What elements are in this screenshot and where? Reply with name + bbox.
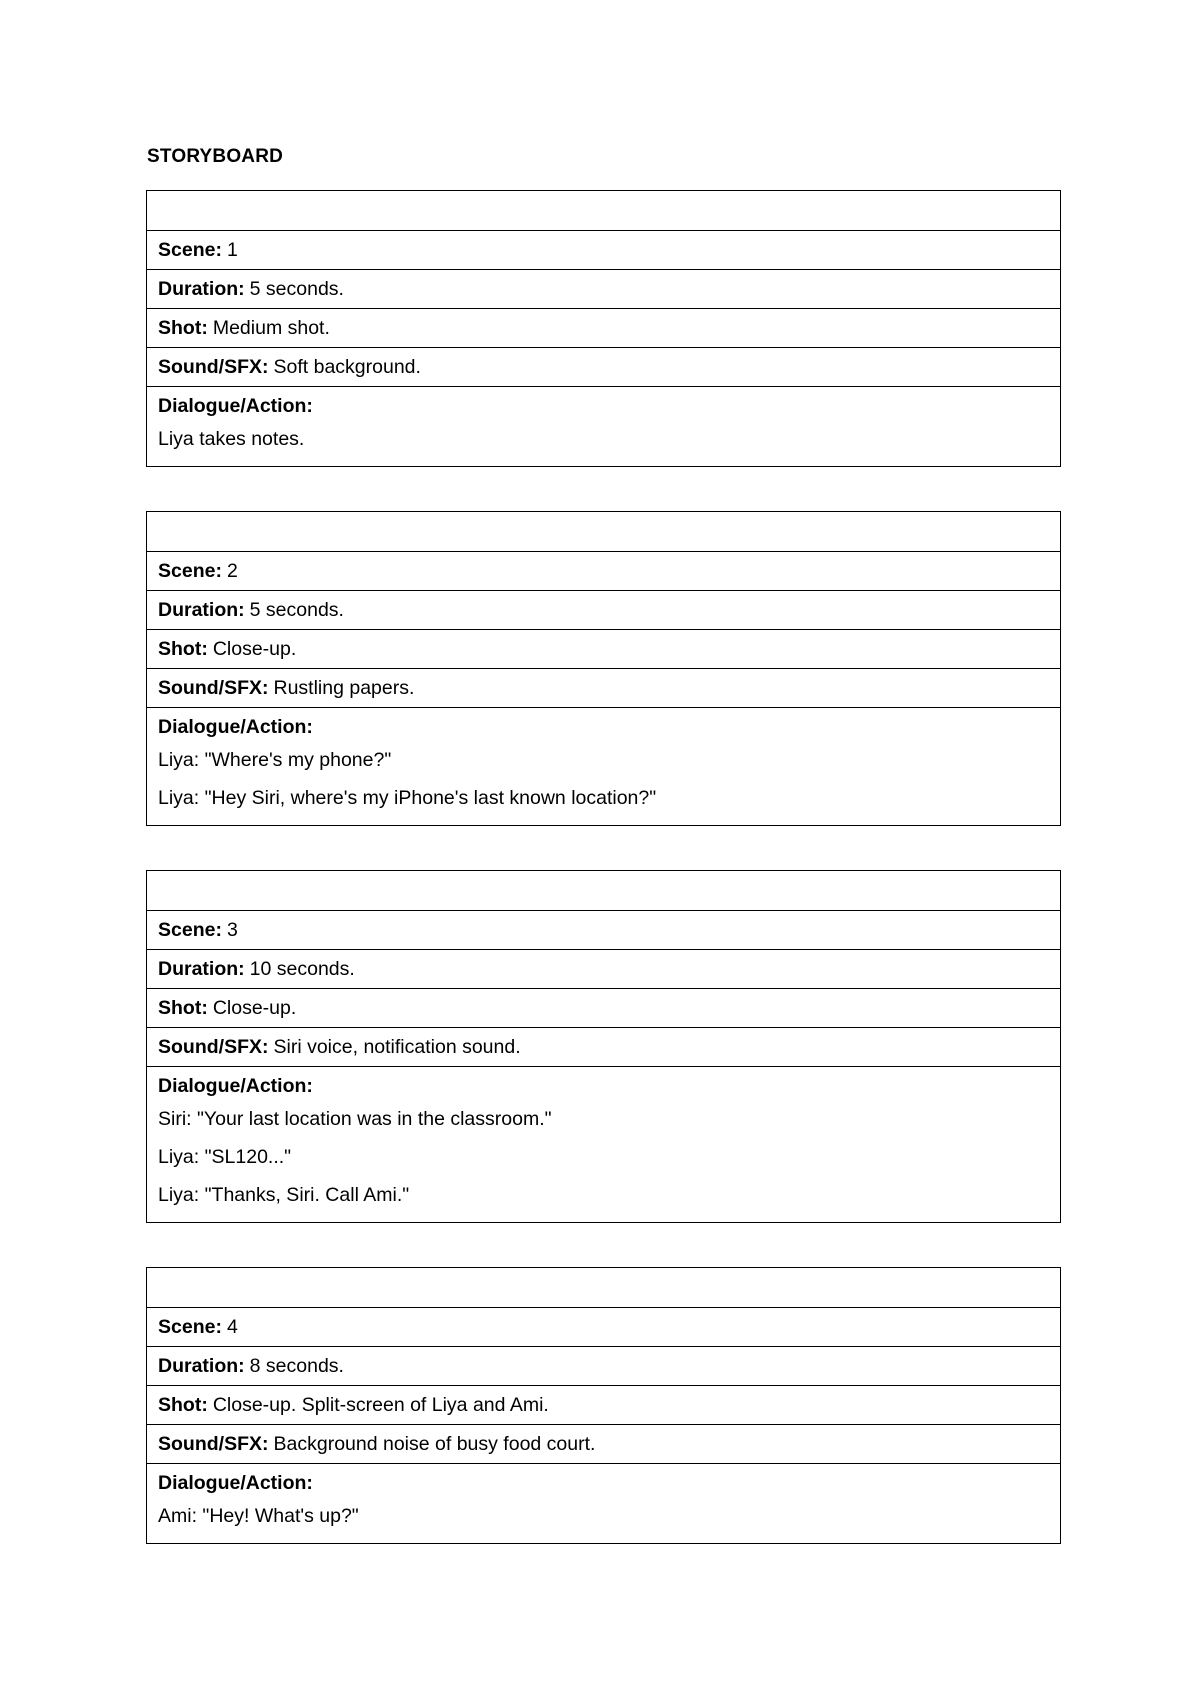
shot-label: Shot: <box>158 1393 208 1416</box>
sound-value: Background noise of busy food court. <box>273 1432 596 1455</box>
sound-label: Sound/SFX: <box>158 355 269 378</box>
scene-image-placeholder <box>147 871 1060 910</box>
dialogue-line: Siri: "Your last location was in the classroom." <box>158 1108 552 1130</box>
shot-value: Close-up. Split-screen of Liya and Ami. <box>212 1393 549 1416</box>
duration-value: 8 seconds. <box>249 1354 344 1377</box>
scene-image-placeholder <box>147 191 1060 230</box>
scene-card-1 <box>146 190 1061 467</box>
sound-row <box>147 668 1060 707</box>
duration-row <box>147 1346 1060 1385</box>
shot-label: Shot: <box>158 316 208 339</box>
duration-row <box>147 269 1060 308</box>
scene-card-4 <box>146 1267 1061 1544</box>
duration-value: 10 seconds. <box>249 957 355 980</box>
dialogue-line: Liya: "Hey Siri, where's my iPhone's last known location?" <box>158 787 657 809</box>
shot-value: Close-up. <box>212 996 297 1019</box>
scene-card-3 <box>146 870 1061 1223</box>
scene-number-row <box>147 910 1060 949</box>
dialogue-line: Liya: "Thanks, Siri. Call Ami." <box>158 1184 410 1206</box>
sound-label: Sound/SFX: <box>158 1432 269 1455</box>
scene-value: 2 <box>226 559 238 582</box>
duration-label: Duration: <box>158 1354 245 1377</box>
shot-row <box>147 1385 1060 1424</box>
dialogue-label: Dialogue/Action: <box>158 1472 313 1494</box>
duration-label: Duration: <box>158 277 245 300</box>
shot-value: Close-up. <box>212 637 297 660</box>
dialogue-label: Dialogue/Action: <box>158 716 313 738</box>
duration-value: 5 seconds. <box>249 598 344 621</box>
scene-value: 4 <box>226 1315 238 1338</box>
shot-label: Shot: <box>158 996 208 1019</box>
sound-row <box>147 1424 1060 1463</box>
dialogue-section <box>147 1066 1060 1222</box>
scene-card-2 <box>146 511 1061 826</box>
sound-row <box>147 347 1060 386</box>
scene-value: 1 <box>226 238 238 261</box>
duration-label: Duration: <box>158 957 245 980</box>
dialogue-section <box>147 707 1060 825</box>
shot-value: Medium shot. <box>212 316 330 339</box>
scene-image-placeholder <box>147 1268 1060 1307</box>
shot-row <box>147 629 1060 668</box>
scene-number-row <box>147 551 1060 590</box>
scene-label: Scene: <box>158 1315 222 1338</box>
scene-label: Scene: <box>158 918 222 941</box>
scene-value: 3 <box>226 918 238 941</box>
dialogue-label: Dialogue/Action: <box>158 395 313 417</box>
dialogue-line: Liya: "Where's my phone?" <box>158 749 392 771</box>
duration-row <box>147 949 1060 988</box>
dialogue-line: Liya takes notes. <box>158 428 305 450</box>
scene-image-placeholder <box>147 512 1060 551</box>
duration-value: 5 seconds. <box>249 277 344 300</box>
dialogue-section <box>147 1463 1060 1543</box>
sound-value: Siri voice, notification sound. <box>273 1035 521 1058</box>
scene-number-row <box>147 230 1060 269</box>
sound-row <box>147 1027 1060 1066</box>
dialogue-section <box>147 386 1060 466</box>
dialogue-line: Ami: "Hey! What's up?" <box>158 1505 359 1527</box>
page-title: STORYBOARD <box>147 146 284 167</box>
sound-label: Sound/SFX: <box>158 676 269 699</box>
dialogue-label: Dialogue/Action: <box>158 1075 313 1097</box>
scene-label: Scene: <box>158 238 222 261</box>
duration-row <box>147 590 1060 629</box>
sound-label: Sound/SFX: <box>158 1035 269 1058</box>
sound-value: Rustling papers. <box>273 676 415 699</box>
shot-row <box>147 988 1060 1027</box>
dialogue-line: Liya: "SL120..." <box>158 1146 292 1168</box>
sound-value: Soft background. <box>273 355 421 378</box>
shot-row <box>147 308 1060 347</box>
duration-label: Duration: <box>158 598 245 621</box>
shot-label: Shot: <box>158 637 208 660</box>
scene-label: Scene: <box>158 559 222 582</box>
scene-number-row <box>147 1307 1060 1346</box>
